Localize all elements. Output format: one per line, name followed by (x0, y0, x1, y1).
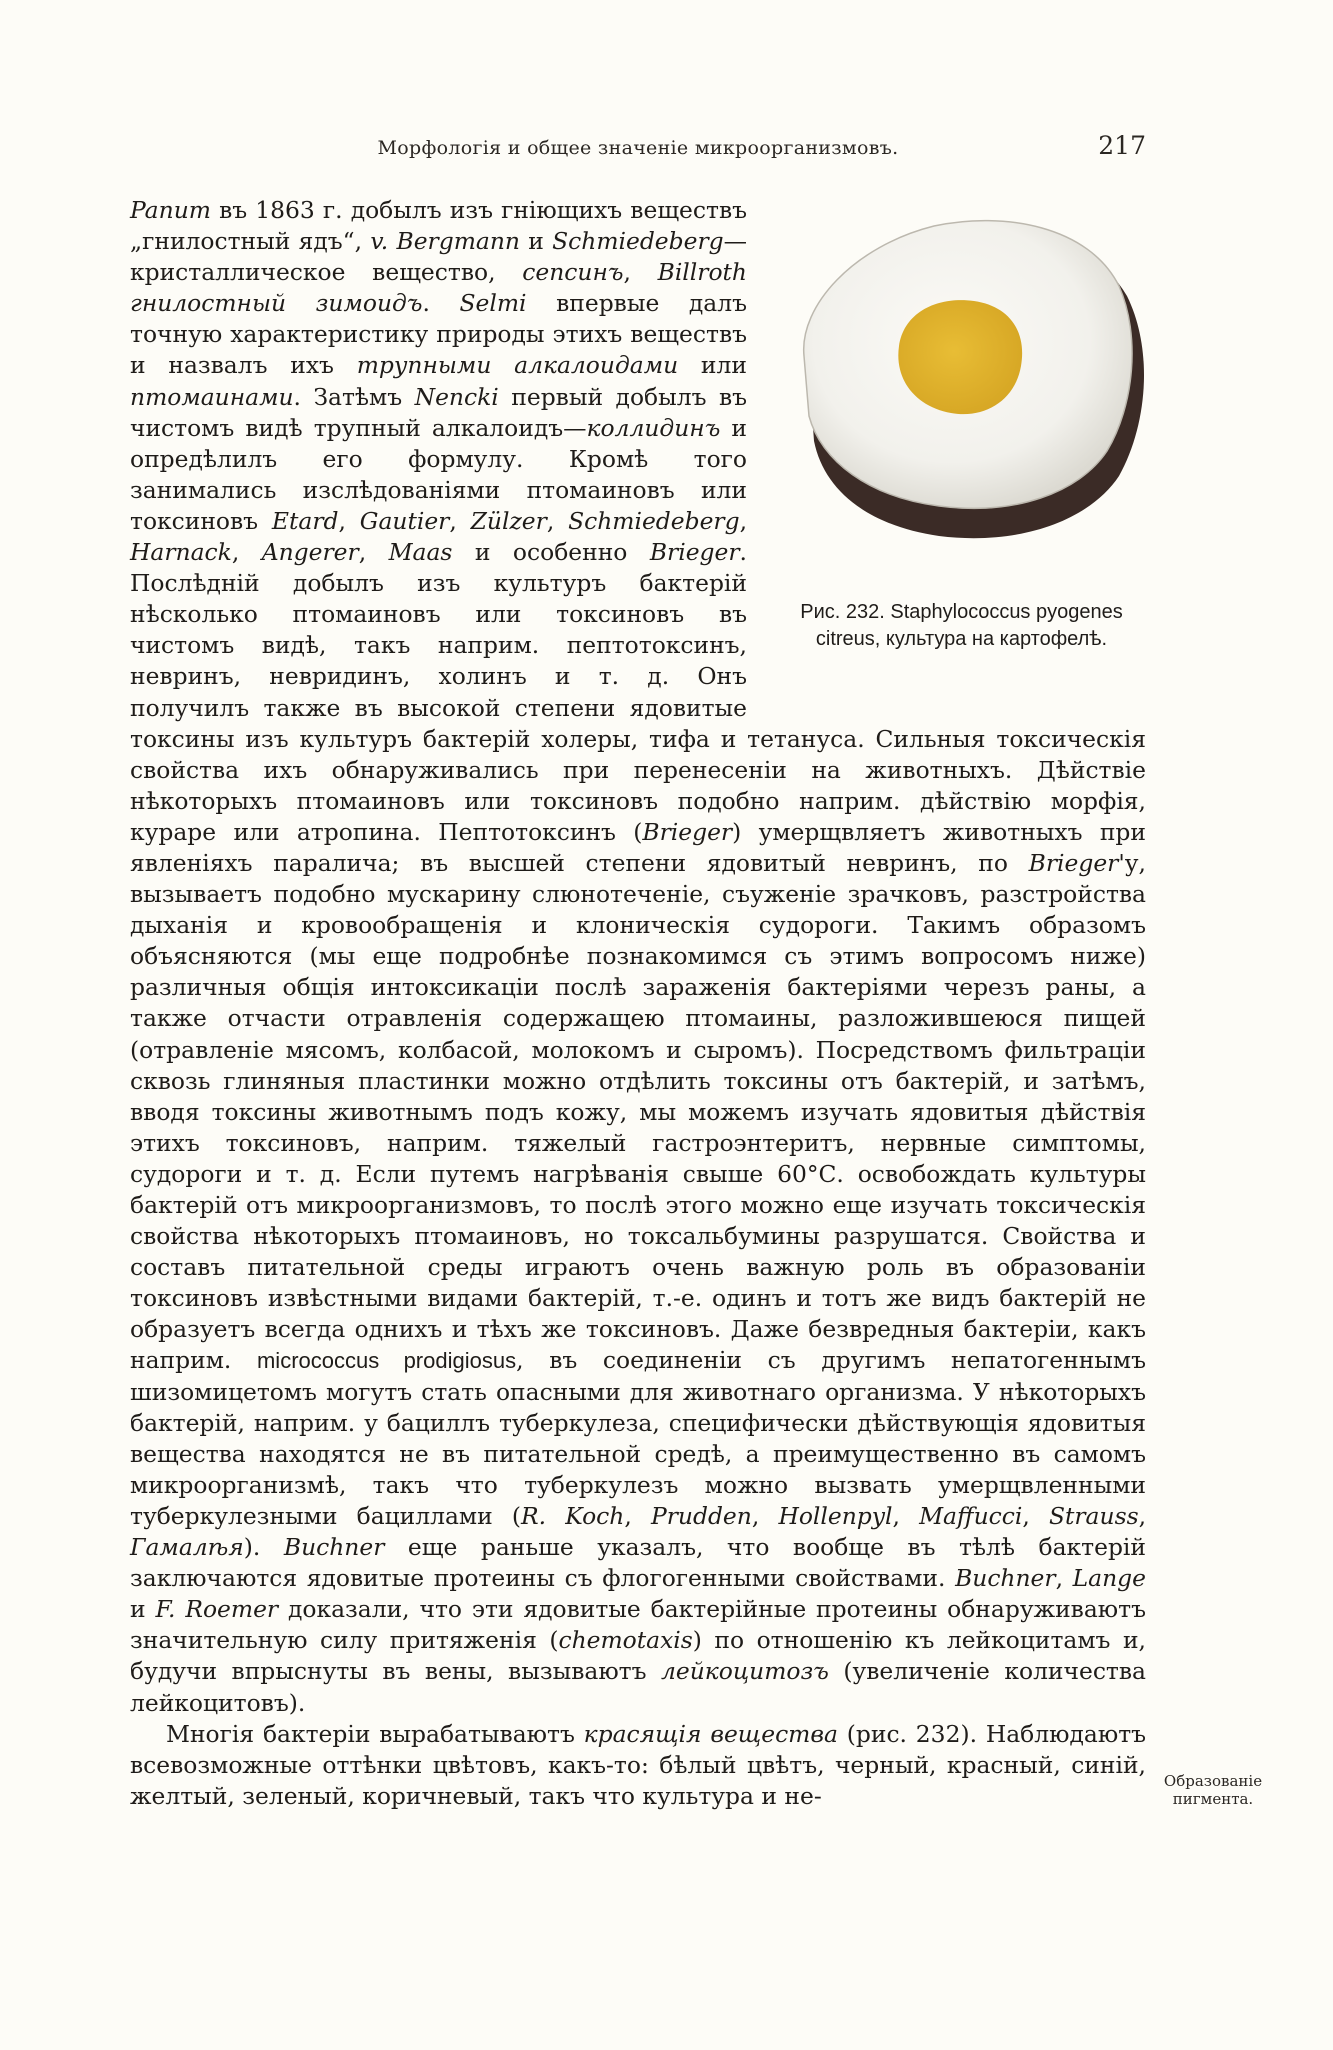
text-run: , (739, 506, 748, 535)
text-run: впервые далъ точную характеристику природы этихъ веществъ и назвалъ ихъ (130, 289, 747, 380)
italic-text-run: chemotaxis (558, 1626, 693, 1655)
text-run: micrococcus prodigiosus (256, 1348, 517, 1374)
text-run: , (1022, 1501, 1049, 1530)
italic-text-run: Гамалѣя (130, 1533, 244, 1562)
italic-text-run: Buchner (955, 1564, 1056, 1593)
text-run: . (422, 289, 460, 318)
text-run: (рис. 232). Наблюдаютъ всевозможные оттѣнки цвѣтовъ, какъ-то: бѣлый цвѣтъ, черный, красный, синій, желтый, зеленый, коричневый, такъ что культура и не- (130, 1719, 1147, 1810)
paragraph-pigments (130, 1719, 1146, 1812)
italic-text-run: Harnack (130, 538, 232, 567)
page-header (130, 131, 1146, 167)
text-run: доказали, что эти ядовитые бактерійные протеины обнаруживаютъ значительную силу притяженія ( (130, 1595, 1146, 1655)
italic-text-run: v. Bergmann (370, 227, 520, 256)
italic-text-run: Maas (388, 538, 453, 567)
italic-text-run: Schmiedeberg (552, 227, 724, 256)
italic-text-run: красящія вещества (583, 1719, 838, 1748)
italic-text-run: птомаинами (130, 382, 294, 411)
text-run: , (1055, 1564, 1073, 1593)
text-run: . Затѣмъ (293, 382, 415, 411)
text-run: 'у, вызываетъ подобно мускарину слюнотеченіе, съуженіе зрачковъ, разстройства дыханія и кровообращенія и клоническія судороги. Такимъ образомъ объясняются (мы еще подробнѣе познакомимся съ этимъ вопросомъ ниже) различныя общія интоксикаціи послѣ зараженія бактеріями черезъ раны, а также отчасти отравленія содержащею птомаины, разложившеюся пищей (отравленіе мясомъ, колбасой, молокомъ и сыромъ). Посредствомъ фильтраціи сквозь глиняныя пластинки можно отдѣлить токсины отъ бактерій, и затѣмъ, вводя токсины животнымъ подъ кожу, мы можемъ изучать ядовитыя дѣйствія этихъ токсиновъ, наприм. тяжелый гастроэнтеритъ, нервные симптомы, судороги и т. д. Если путемъ нагрѣванія свыше 60°С. освобождать культуры бактерій отъ микроорганизмовъ, то послѣ этого можно еще изучать токсическія свойства нѣкоторыхъ птомаиновъ, но токсальбумины разрушатся. Свойства и составъ питательной среды играютъ очень важную роль въ образованіи токсиновъ извѣстными видами бактерій, т.-е. одинъ и тотъ же видъ бактерій не образуетъ всегда однихъ и тѣхъ же токсиновъ. Даже безвредныя бактеріи, какъ наприм. (130, 848, 1146, 1375)
italic-text-run: Panum (130, 196, 211, 224)
potato-culture-illustration (769, 201, 1154, 611)
text-run: , (1138, 1501, 1147, 1530)
body-text (130, 195, 1146, 1812)
italic-text-run: Brieger (649, 538, 740, 567)
text-run: Многія бактеріи вырабатываютъ (166, 1719, 584, 1748)
italic-text-run: Billroth гнилостный зимоидъ (130, 258, 748, 318)
text-run: ). (243, 1533, 284, 1562)
italic-text-run: Brieger (1028, 848, 1119, 877)
italic-text-run: Angerer (261, 538, 359, 567)
italic-text-run: Zülzer (470, 506, 547, 535)
italic-text-run: Strauss (1048, 1501, 1139, 1530)
figure-232 (769, 201, 1154, 691)
text-run: ) по отношенію къ лейкоцитамъ и, будучи впрыснуты въ вены, вызываютъ (130, 1626, 1146, 1686)
text-run: —кристаллическое вещество, (130, 227, 747, 287)
italic-text-run: Schmiedeberg (568, 506, 740, 535)
italic-text-run: Prudden (650, 1501, 752, 1530)
italic-text-run: Buchner (283, 1533, 385, 1562)
figure-caption (769, 599, 1154, 653)
italic-text-run: Lange (1072, 1564, 1146, 1593)
text-run: (увеличеніе количества лейкоцитовъ). (130, 1657, 1146, 1717)
italic-text-run: Brieger (642, 817, 733, 846)
italic-text-run: Etard (271, 506, 339, 535)
caption-line-1: Рис. 232. Staphylococcus pyogenes (800, 601, 1123, 623)
italic-text-run: R. Koch (521, 1501, 625, 1530)
text-run: , (449, 506, 471, 535)
italic-text-run: трупными алкалоидами (356, 351, 679, 380)
margin-note-line-2: пигмента. (1172, 1790, 1254, 1808)
text-run: или (678, 351, 747, 380)
italic-text-run: лейкоцитозъ (660, 1657, 829, 1686)
text-run: еще раньше указалъ, что вообще въ тѣлѣ бактерій заключаются ядовитые протеины съ флогогенными свойствами. (130, 1533, 1146, 1593)
text-run: , (546, 506, 569, 535)
page-number: 217 (1098, 131, 1146, 160)
text-run: , въ соединеніи съ другимъ непатогеннымъ шизомицетомъ могутъ стать опасными для животнаго организма. У нѣкоторыхъ бактерій, наприм. у бациллъ туберкулеза, специфически дѣйствующія ядовитыя вещества находятся не въ питательной средѣ, а преимущественно въ самомъ микроорганизмѣ, такъ что туберкулезъ можно вызвать умерщвленными туберкулезными бациллами ( (130, 1346, 1146, 1530)
text-run: первый добылъ въ чистомъ видѣ трупный алкалоидъ— (130, 382, 748, 442)
italic-text-run: сепсинъ (522, 258, 624, 287)
caption-line-2: citreus, культура на картофелѣ. (815, 628, 1108, 650)
text-run: , (338, 506, 360, 535)
text-run: , (892, 1501, 920, 1530)
text-run: и (519, 227, 553, 256)
margin-note-line-1: Образованіе (1163, 1772, 1263, 1790)
running-title: Морфологія и общее значеніе микроорганизмовъ. (377, 137, 899, 159)
text-run: ) умерщвляетъ животныхъ при явленіяхъ паралича; въ высшей степени ядовитый невринъ, по (130, 817, 1146, 877)
margin-note (1153, 1772, 1273, 1808)
italic-text-run: Maffucci (919, 1501, 1023, 1530)
staphylococcus-colony (898, 300, 1022, 414)
text-run: и (130, 1595, 156, 1624)
italic-text-run: F. Roemer (155, 1595, 279, 1624)
text-run: въ 1863 г. добылъ изъ гніющихъ веществъ „гнилостный ядъ“, (130, 196, 747, 256)
text-run: , (751, 1501, 779, 1530)
text-run: и особенно (452, 538, 650, 567)
text-run: , (231, 538, 262, 567)
italic-text-run: Gautier (359, 506, 450, 535)
italic-text-run: Nencki (414, 382, 499, 411)
italic-text-run: коллидинъ (586, 413, 721, 442)
text-run: , (623, 258, 658, 287)
text-run: , (624, 1501, 651, 1530)
text-run: . Послѣдній добылъ изъ культуръ бактерій нѣсколько птомаиновъ или токсиновъ въ чистомъ видѣ, такъ наприм. пептотоксинъ, невринъ, невридинъ, холинъ и т. д. Онъ получилъ также въ высокой степени ядовитые токсины изъ культуръ бактерій холеры, тифа и тетануса. Сильныя токсическія свойства ихъ обнаруживались при перенесеніи на животныхъ. Дѣйствіе нѣкоторыхъ птомаиновъ или токсиновъ подобно наприм. дѣйствію морфія, кураре или атропина. Пептотоксинъ ( (130, 538, 1146, 846)
text-run: и опредѣлилъ его формулу. Кромѣ того занимались изслѣдованіями птомаиновъ или токсиновъ (130, 413, 747, 535)
text-run: , (358, 538, 389, 567)
italic-text-run: Selmi (459, 289, 527, 318)
italic-text-run: Hollenpyl (778, 1501, 893, 1530)
